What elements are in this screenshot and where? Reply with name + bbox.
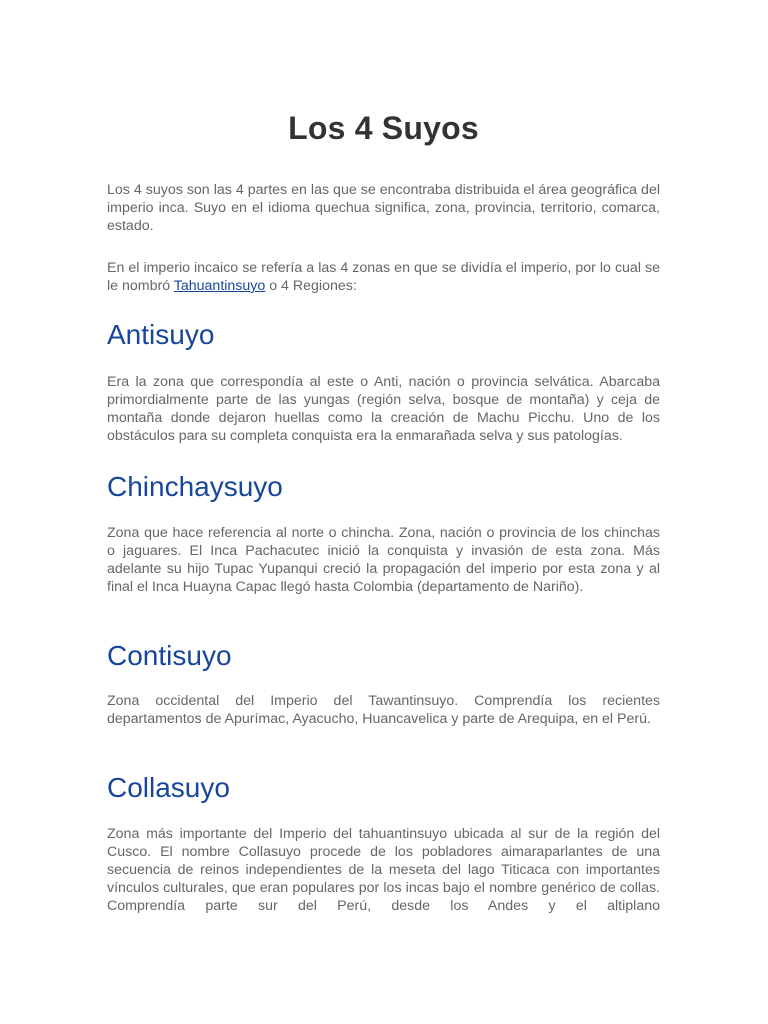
section-text-chinchaysuyo: Zona que hace referencia al norte o chincha. Zona, nación o provincia de los chinchas o jaguares. El Inca Pachacutec inició la conquista y invasión de esta zona. Más adelante su hijo Tupac Yupanqui creció la propagación del imperio por esta zona y al final el Inca Huayna Capac llegó hasta Colombia (departamento de Nariño). xyxy=(107,525,660,595)
page-title: Los 4 Suyos xyxy=(288,110,479,146)
section-text-antisuyo: Era la zona que correspondía al este o Anti, nación o provincia selvática. Abarcaba primordialmente parte de las yungas (región selva, bosque de montaña) y ceja de montaña donde dejaron huellas como la creación de Machu Picchu. Uno de los obstáculos para su completa conquista era la enmarañada selva y sus patologías. xyxy=(107,374,660,444)
section-text-contisuyo: Zona occidental del Imperio del Tawantinsuyo. Comprendía los recientes departamentos de Apurímac, Ayacucho, Huancavelica y parte de Arequipa, en el Perú. xyxy=(107,693,660,727)
intro-paragraph-2-text-before: En el imperio incaico se refería a las 4 zonas en que se dividía el imperio, por lo cual se le nombró xyxy=(107,260,660,294)
intro-paragraph-2-text-after: o 4 Regiones: xyxy=(265,278,357,294)
intro-paragraph-1: Los 4 suyos son las 4 partes en las que se encontraba distribuida el área geográfica del imperio inca. Suyo en el idioma quechua significa, zona, provincia, territorio, comarca, estado. xyxy=(107,182,660,234)
section-heading-contisuyo: Contisuyo xyxy=(107,640,232,671)
section-heading-chinchaysuyo: Chinchaysuyo xyxy=(107,471,283,502)
section-heading-antisuyo: Antisuyo xyxy=(107,319,215,350)
intro-paragraph-2 xyxy=(107,259,660,295)
tahuantinsuyo-link[interactable]: Tahuantinsuyo xyxy=(173,278,266,294)
section-text-collasuyo: Zona más importante del Imperio del tahuantinsuyo ubicada al sur de la región del Cusco. El nombre Collasuyo procede de los pobladores aimaraparlantes de una secuencia de reinos independientes de la meseta del lago Titicaca con importantes vínculos culturales, que eran populares por los incas bajo el nombre genérico de collas. Comprendía parte sur del Perú, desde los Andes y el altiplano xyxy=(107,826,660,914)
section-heading-collasuyo: Collasuyo xyxy=(107,772,230,803)
